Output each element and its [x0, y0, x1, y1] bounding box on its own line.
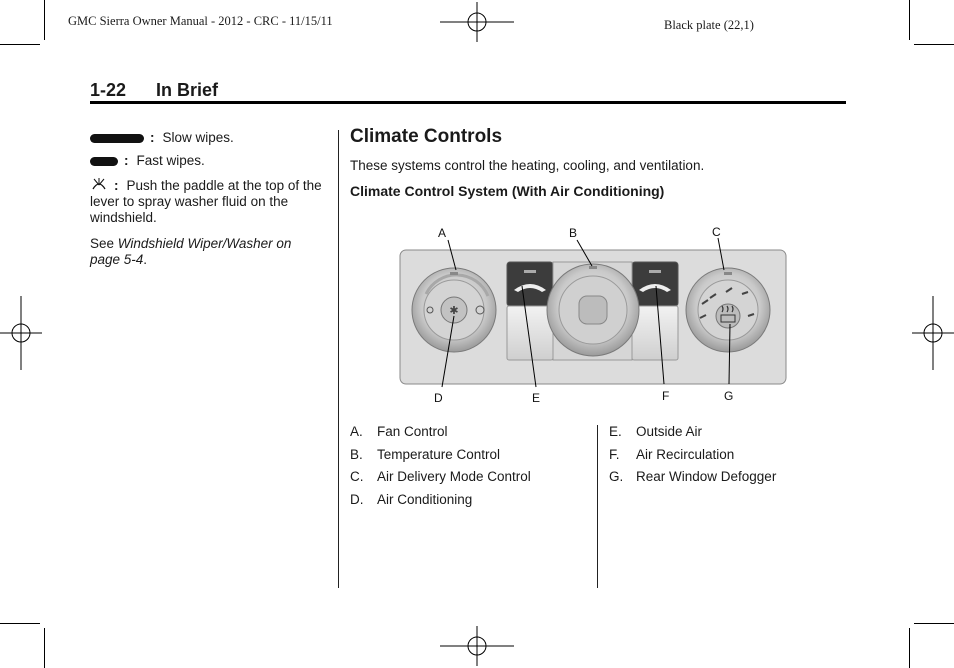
washer-fluid-icon: [90, 176, 108, 192]
legend-list-right: [609, 421, 849, 489]
item-letter: D.: [350, 491, 364, 507]
item-text: Air Delivery Mode Control: [377, 469, 531, 485]
item-letter: A.: [350, 424, 363, 439]
section-rule: [90, 101, 846, 104]
registration-mark-top-icon: [440, 2, 514, 42]
crop-mark: [914, 44, 954, 45]
colon: :: [114, 178, 119, 193]
svg-text:✱: ✱: [449, 304, 459, 317]
item-text: Fan Control: [377, 424, 448, 439]
page-header-left: GMC Sierra Owner Manual - 2012 - CRC - 11/15/11: [68, 14, 333, 28]
see-suffix: .: [143, 252, 148, 267]
list-item: [350, 489, 590, 512]
climate-control-diagram: [396, 224, 846, 409]
label-D: D: [434, 391, 443, 405]
fast-wipes-symbol-icon: [90, 157, 118, 166]
see-prefix: See: [90, 236, 118, 251]
fast-wipes-line: [90, 153, 322, 169]
list-item: [609, 421, 849, 444]
slow-wipes-text: Slow wipes.: [162, 130, 234, 145]
item-letter: E.: [609, 424, 622, 439]
label-B: B: [569, 226, 578, 240]
column-divider: [597, 425, 598, 588]
legend-list-left: [350, 421, 590, 511]
climate-title: Climate Controls: [350, 126, 503, 147]
crop-mark: [0, 623, 40, 624]
label-C: C: [712, 225, 721, 239]
label-F: F: [662, 389, 670, 403]
crop-mark: [909, 628, 910, 668]
list-item: [350, 421, 590, 444]
label-G: G: [724, 389, 734, 403]
list-item: [350, 444, 590, 467]
registration-mark-left-icon: [0, 296, 42, 370]
crop-mark: [44, 628, 45, 668]
item-letter: B.: [350, 446, 363, 462]
crop-mark: [0, 44, 40, 45]
list-item: [609, 444, 849, 467]
washer-text: Push the paddle at the top of the lever to spray washer fluid on the windshield.: [90, 178, 322, 225]
fast-wipes-text: Fast wipes.: [136, 153, 205, 168]
item-text: Air Conditioning: [377, 491, 473, 507]
see-reference: [90, 236, 322, 268]
item-letter: F.: [609, 446, 620, 462]
item-letter: G.: [609, 469, 624, 485]
climate-subtitle: Climate Control System (With Air Conditioning): [350, 183, 665, 199]
section-name: In Brief: [156, 80, 219, 100]
page-number: 1-22: [90, 80, 127, 100]
crop-mark: [909, 0, 910, 40]
crop-mark: [914, 623, 954, 624]
crop-mark: [44, 0, 45, 40]
item-text: Outside Air: [636, 424, 703, 439]
column-divider: [338, 130, 339, 588]
climate-intro: These systems control the heating, cooling, and ventilation.: [350, 158, 705, 173]
colon: :: [150, 130, 155, 145]
right-column: [350, 126, 846, 199]
registration-mark-bottom-icon: [440, 626, 514, 666]
section-title: [90, 80, 218, 101]
list-item: [350, 466, 590, 489]
item-text: Air Recirculation: [636, 446, 735, 462]
item-letter: C.: [350, 469, 364, 485]
item-text: Rear Window Defogger: [636, 469, 777, 485]
label-E: E: [532, 391, 541, 405]
label-A: A: [438, 226, 447, 240]
slow-wipes-symbol-icon: [90, 134, 144, 143]
slow-wipes-line: [90, 130, 322, 146]
colon: :: [124, 153, 129, 168]
cross-reference-link[interactable]: Windshield Wiper/Washer on page 5-4: [90, 236, 292, 267]
page-header-right: Black plate (22,1): [664, 18, 754, 32]
item-text: Temperature Control: [377, 446, 501, 462]
left-column: [90, 130, 322, 268]
list-item: [609, 466, 849, 489]
registration-mark-right-icon: [912, 296, 954, 370]
washer-paragraph: [90, 176, 322, 226]
